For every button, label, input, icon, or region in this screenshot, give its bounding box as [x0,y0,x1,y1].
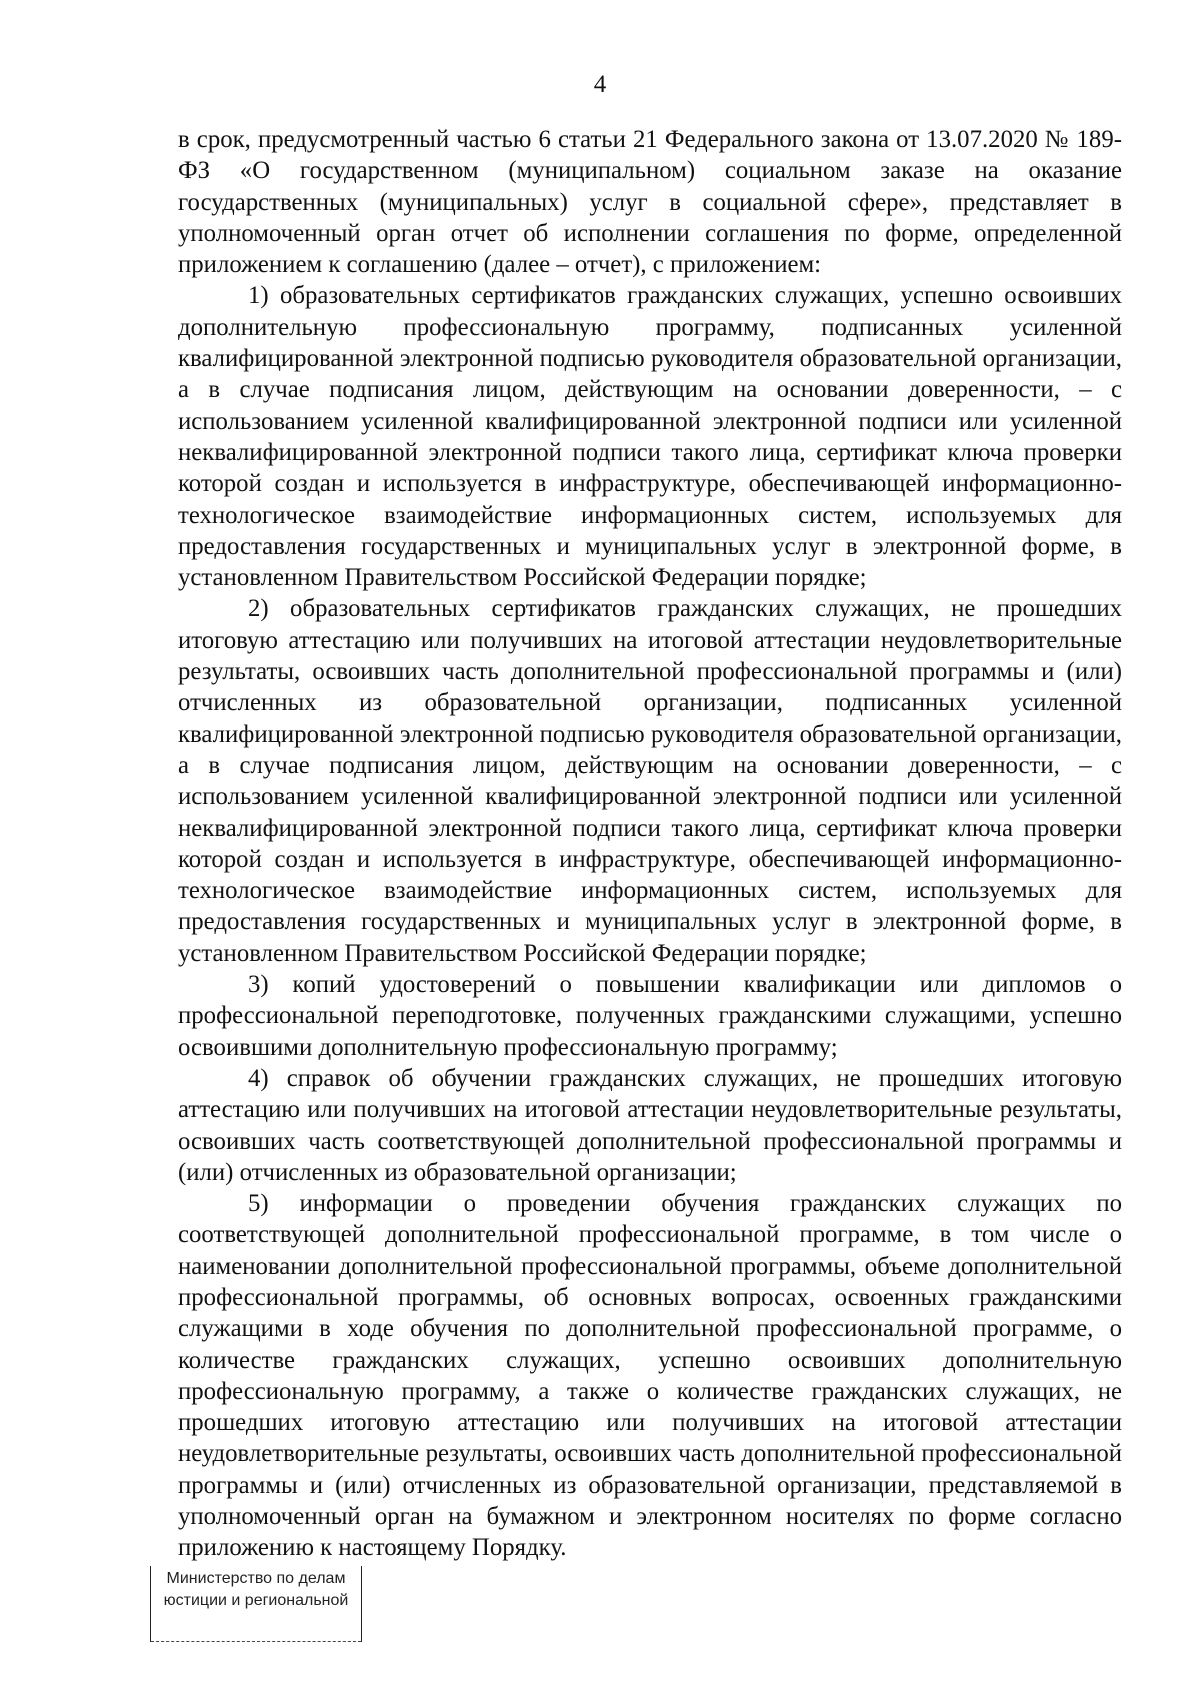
ministry-stamp [150,1566,362,1642]
paragraph-intro: в срок, предусмотренный частью 6 статьи 21 Федерального закона от 13.07.2020 № 189-ФЗ «О государственном (муниципальном) социальном заказе на оказание государственных (муниципальных) услуг в социальной сфере», представляет в уполномоченный орган отчет об исполнении соглашения по форме, определенной приложением к соглашению (далее – отчет), с приложением: [178,126,1122,279]
paragraph-item-5: 5) информации о проведении обучения гражданских служащих по соответствующей дополнительной профессиональной программе, в том числе о наименовании дополнительной профессиональной программы, объеме дополнительной профессиональной программы, об основных вопросах, освоенных гражданскими служащими в ходе обучения по дополнительной профессиональной программе, о количестве гражданских служащих, успешно освоивших дополнительную профессиональную программу, а также о количестве гражданских служащих, не прошедших итоговую аттестацию или получивших на итоговой аттестации неудовлетворительные результаты, освоивших часть дополнительной профессиональной программы и (или) отчисленных из образовательной организации, представляемой в уполномоченный орган на бумажном и электронном носителях по форме согласно приложению к настоящему Порядку. [178,1190,1122,1562]
stamp-line-2: юстиции и региональной [163,1592,349,1609]
page-number: 4 [593,71,607,98]
paragraph-item-4: 4) справок об обучении гражданских служащих, не прошедших итоговую аттестацию или получивших на итоговой аттестации неудовлетворительные результаты, освоивших часть соответствующей дополнительной профессиональной программы и (или) отчисленных из образовательной организации; [178,1064,1122,1186]
paragraph-item-3: 3) копий удостоверений о повышении квалификации или дипломов о профессиональной переподготовке, полученных гражданскими служащими, успешно освоившими дополнительную профессиональную программу; [178,971,1122,1061]
paragraph-item-1: 1) образовательных сертификатов гражданских служащих, успешно освоивших дополнительную профессиональную программу, подписанных усиленной квалифицированной электронной подписью руководителя образовательной организации, а в случае подписания лицом, действующим на основании доверенности, – с использованием усиленной квалифицированной электронной подписи или усиленной неквалифицированной электронной подписи такого лица, сертификат ключа проверки которой создан и используется в инфраструктуре, обеспечивающей информационно-технологическое взаимодействие информационных систем, используемых для предоставления государственных и муниципальных услуг в электронной форме, в установленном Правительством Российской Федерации порядке; [178,282,1122,592]
stamp-bottom-border [151,1641,361,1642]
stamp-line-1: Министерство по делам [166,1570,346,1587]
paragraph-item-2: 2) образовательных сертификатов гражданских служащих, не прошедших итоговую аттестацию или получивших на итоговой аттестации неудовлетворительные результаты, освоивших часть дополнительной профессиональной программы и (или) отчисленных из образовательной организации, подписанных усиленной квалифицированной электронной подписью руководителя образовательной организации, а в случае подписания лицом, действующим на основании доверенности, – с использованием усиленной квалифицированной электронной подписи или усиленной неквалифицированной электронной подписи такого лица, сертификат ключа проверки которой создан и используется в инфраструктуре, обеспечивающей информационно-технологическое взаимодействие информационных систем, используемых для предоставления государственных и муниципальных услуг в электронной форме, в установленном Правительством Российской Федерации порядке; [178,595,1122,967]
document-body [178,124,1122,1564]
